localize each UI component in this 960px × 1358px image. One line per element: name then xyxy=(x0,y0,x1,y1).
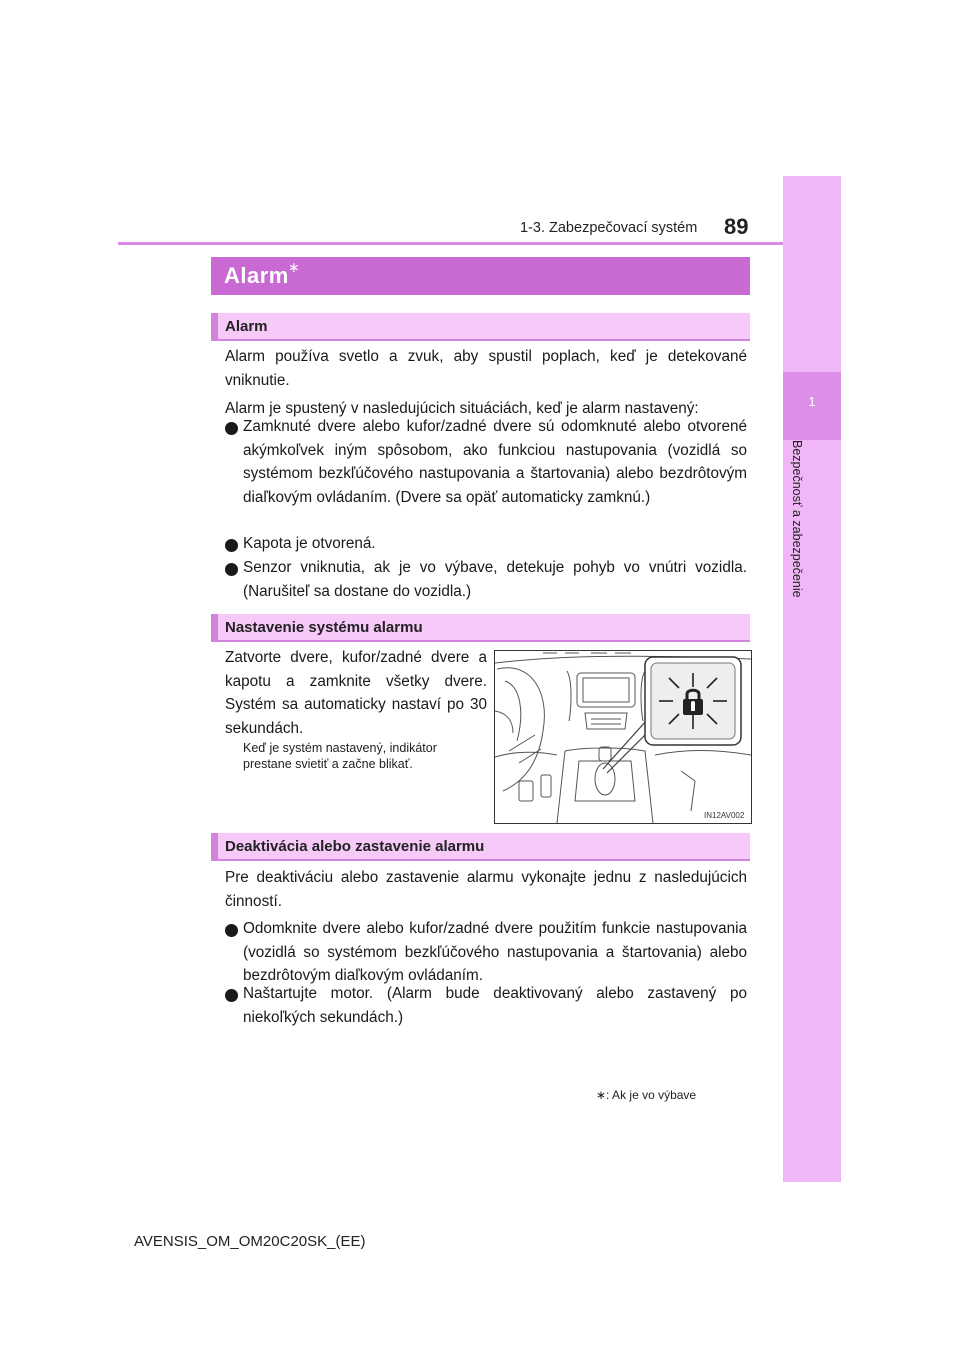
footnote: ∗: Ak je vo výbave xyxy=(596,1088,697,1102)
alarm-lead-paragraph: Alarm je spustený v nasledujúcich situáciách, keď je alarm nastavený: xyxy=(225,400,699,417)
bullet-dot xyxy=(225,989,238,1002)
bullet-dot xyxy=(225,422,238,435)
alarm-bullet-2: Kapota je otvorená. xyxy=(243,535,376,552)
setting-note: Keď je systém nastavený, indikátor prestane svietiť a začne blikať. xyxy=(243,741,437,771)
dashboard-drawing xyxy=(495,651,751,823)
deactivation-bullet-1: Odomknite dvere alebo kufor/zadné dvere použitím funkcie nastupovania (vozidlá so systémom bezkľúčového nastupovania a štartovania) alebo bezdrôtovým diaľkovým ovládaním. xyxy=(243,920,747,984)
page-number: 89 xyxy=(724,214,749,239)
setting-paragraph: Zatvorte dvere, kufor/zadné dvere a kapotu a zamknite všetky dvere. Systém sa automaticky nastaví po 30 sekundách. xyxy=(225,649,487,737)
dashboard-illustration xyxy=(494,650,752,824)
header-rule xyxy=(118,242,783,245)
section-heading-setting: Nastavenie systému alarmu xyxy=(225,619,423,636)
footer-document-code: AVENSIS_OM_OM20C20SK_(EE) xyxy=(134,1233,366,1250)
alarm-bullet-3: Senzor vniknutia, ak je vo výbave, detekuje pohyb vo vnútri vozidla. (Narušiteľ sa dostane do vozidla.) xyxy=(243,559,747,600)
deactivation-intro-paragraph: Pre deaktiváciu alebo zastavenie alarmu vykonajte jednu z nasledujúcich činností. xyxy=(225,869,747,910)
section-heading-alarm: Alarm xyxy=(225,318,268,335)
section-bar-alarm xyxy=(211,313,750,341)
figure-code: IN12AV002 xyxy=(704,811,745,820)
section-heading-deactivation: Deaktivácia alebo zastavenie alarmu xyxy=(225,838,485,855)
chapter-number: 1 xyxy=(808,394,816,409)
main-title: Alarm xyxy=(224,263,289,288)
alarm-bullet-1: Zamknuté dvere alebo kufor/zadné dvere sú odomknuté alebo otvorené akýmkoľvek iným spôsobom, ako funkciou nastupovania (vozidlá so systémom bezkľúčového nastupovania a štartovania) alebo bezdrôtovým diaľkovým ovládaním. (Dvere sa opäť automaticky zamknú.) xyxy=(243,418,747,506)
bullet-dot xyxy=(225,563,238,576)
alarm-intro-paragraph: Alarm používa svetlo a zvuk, aby spustil poplach, keď je detekované vniknutie. xyxy=(225,348,747,389)
optional-equipment-star: ∗ xyxy=(288,259,300,275)
bullet-dot xyxy=(225,924,238,937)
header-section-title: 1-3. Zabezpečovací systém xyxy=(520,220,698,236)
chapter-title-text: Bezpečnosť a zabezpečenie xyxy=(790,440,804,598)
bullet-dot xyxy=(225,539,238,552)
chapter-title-vertical xyxy=(786,440,806,630)
deactivation-bullet-2: Naštartujte motor. (Alarm bude deaktivovaný alebo zastavený po niekoľkých sekundách.) xyxy=(243,985,747,1026)
chapter-side-tab xyxy=(783,176,841,1182)
